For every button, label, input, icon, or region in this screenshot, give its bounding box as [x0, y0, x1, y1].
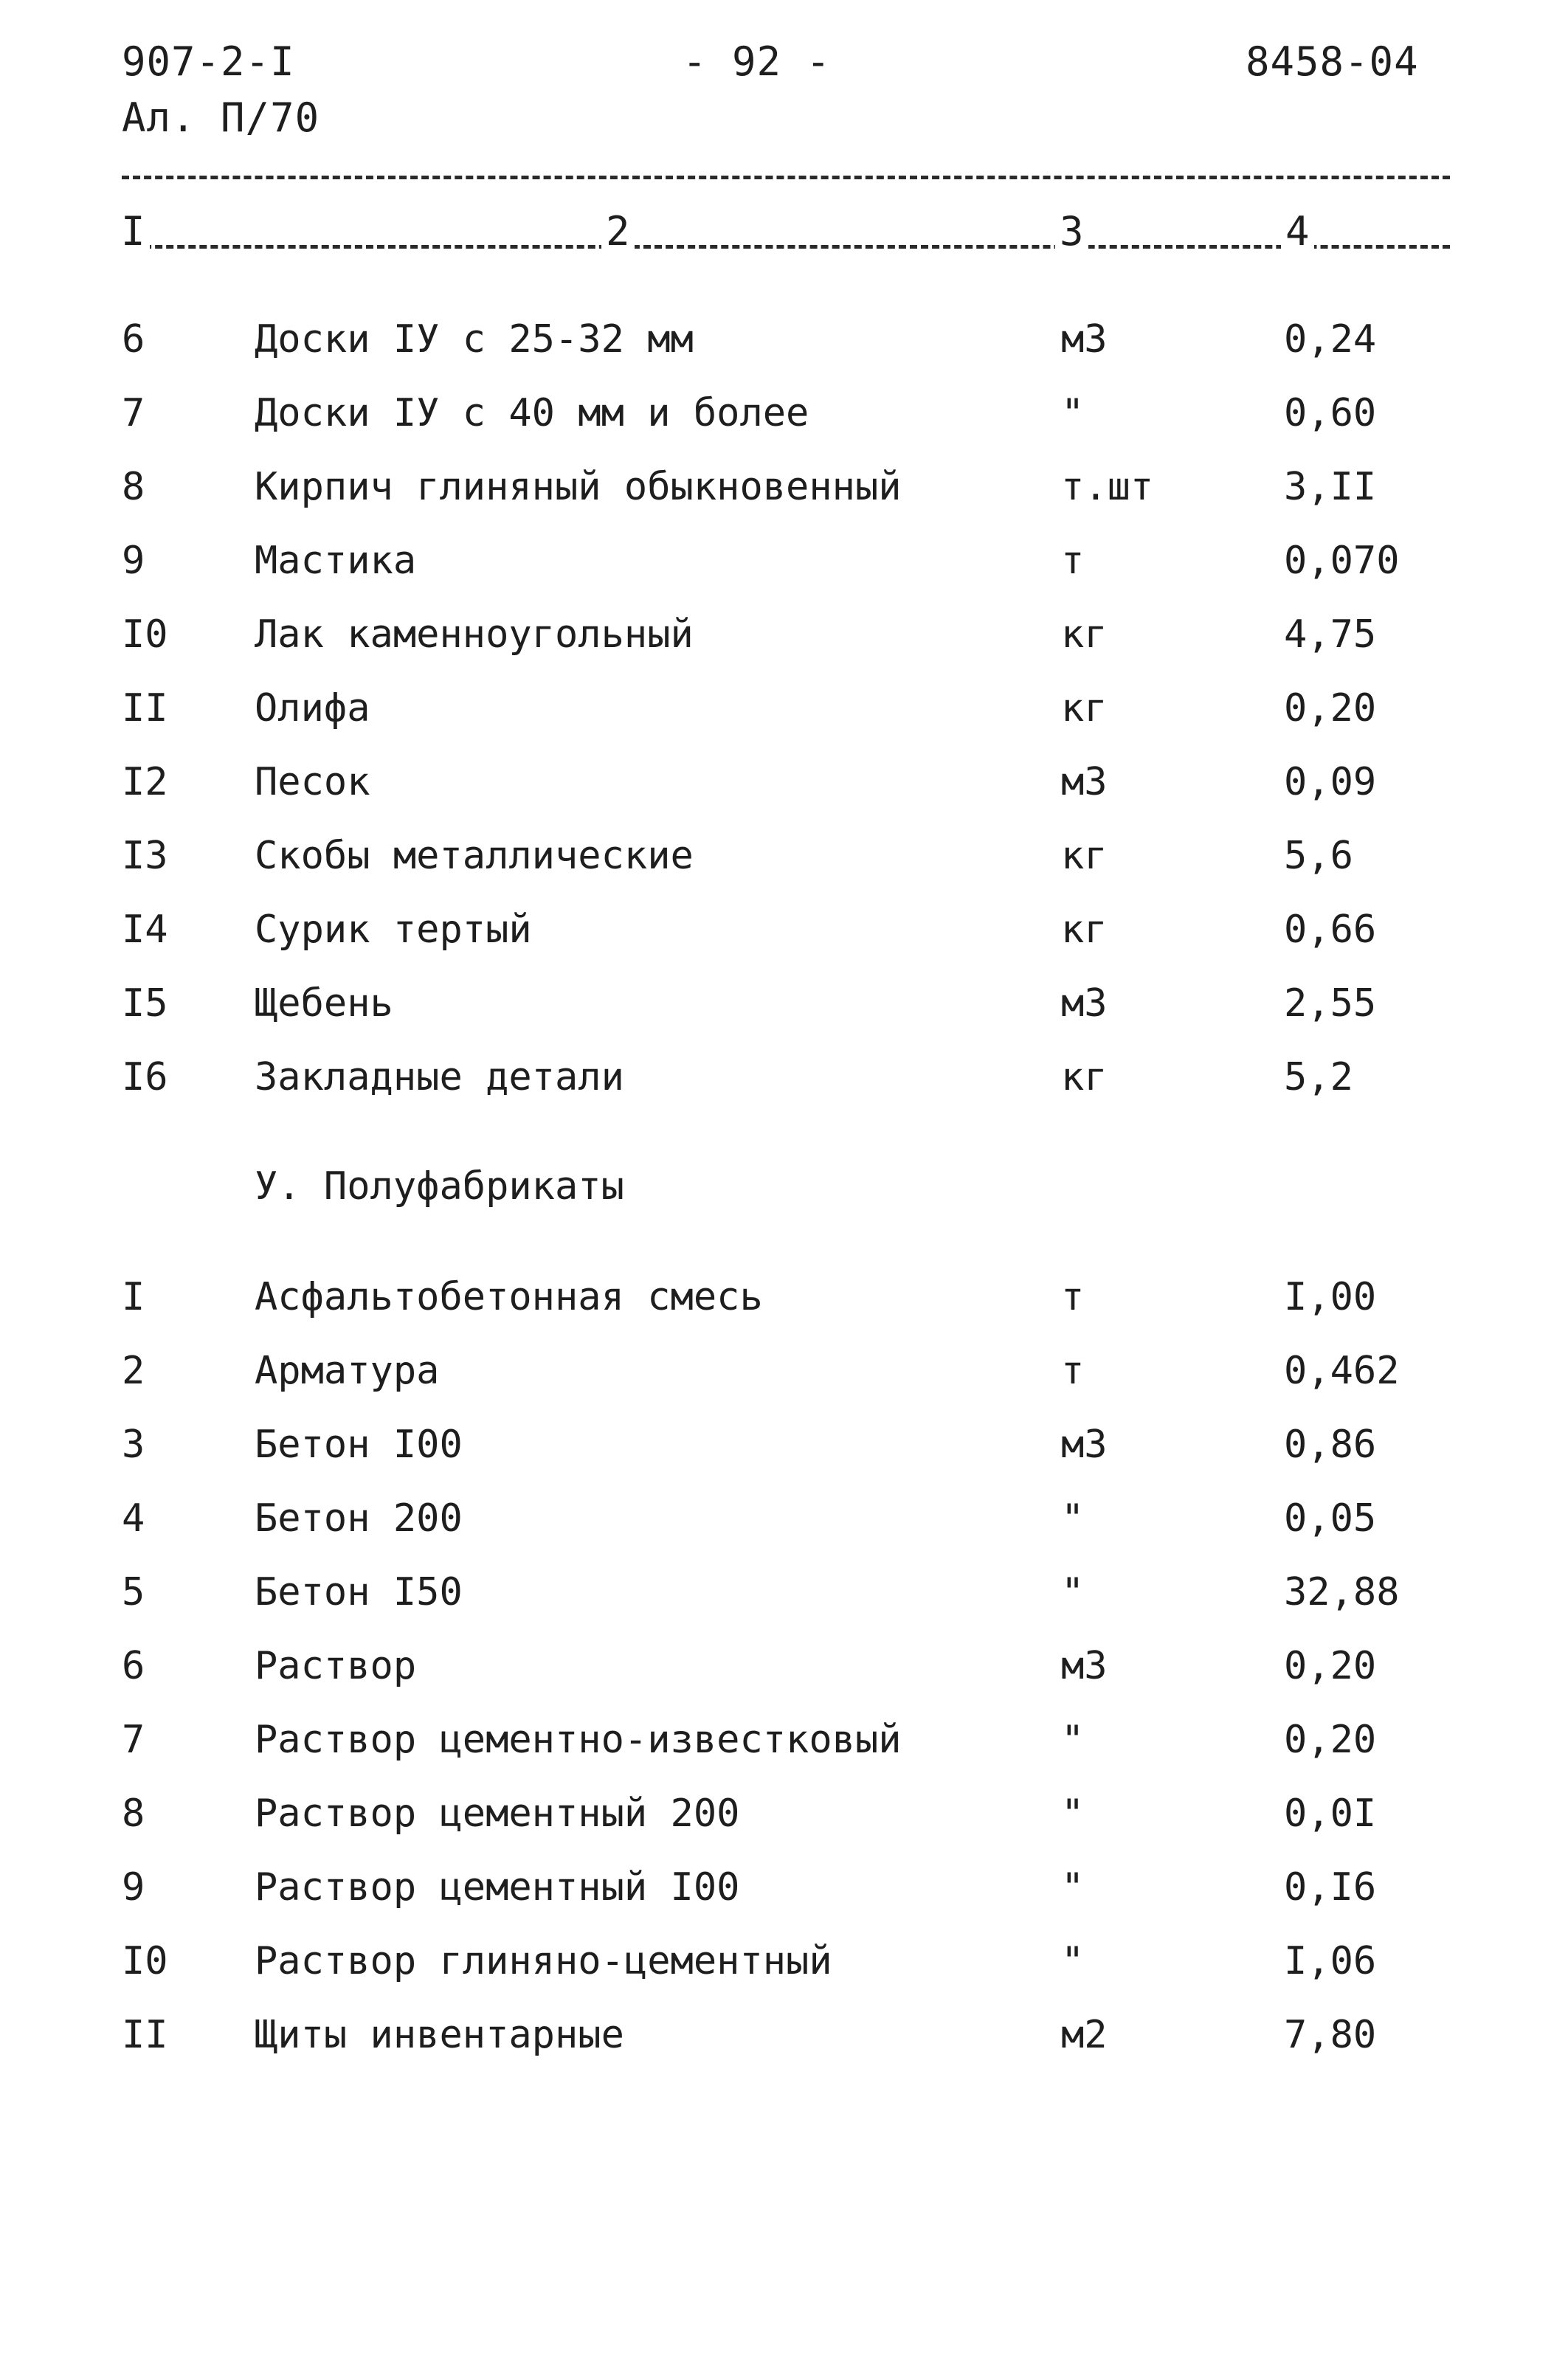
- item-unit: м3: [1061, 981, 1108, 1026]
- table-row: [0, 974, 1568, 1033]
- item-quantity: 0,60: [1284, 391, 1377, 435]
- column-number-3: 3: [1055, 208, 1088, 255]
- item-unit: ": [1061, 1791, 1085, 1836]
- item-unit: ": [1061, 1570, 1085, 1614]
- row-number: I6: [122, 1055, 168, 1099]
- table-row: [0, 1563, 1568, 1622]
- item-quantity: I,06: [1284, 1939, 1377, 1983]
- item-name: Кирпич глиняный обыкновенный: [255, 465, 902, 509]
- item-unit: м3: [1061, 1423, 1108, 1467]
- table-row: [0, 826, 1568, 885]
- section-title: У. Полуфабрикаты: [255, 1164, 624, 1209]
- item-quantity: 0,20: [1284, 686, 1377, 730]
- item-unit: м3: [1061, 760, 1108, 804]
- item-unit: кг: [1061, 834, 1108, 878]
- row-number: II: [122, 2013, 168, 2057]
- item-quantity: 2,55: [1284, 981, 1377, 1026]
- column-number-2: 2: [601, 208, 635, 255]
- table-row: [0, 679, 1568, 738]
- table-row: [0, 1858, 1568, 1917]
- item-quantity: 0,24: [1284, 317, 1377, 362]
- item-unit: кг: [1061, 612, 1108, 657]
- table-row: [0, 1048, 1568, 1107]
- item-quantity: 0,66: [1284, 908, 1377, 952]
- item-quantity: 0,86: [1284, 1423, 1377, 1467]
- page-number: - 92 -: [683, 38, 832, 85]
- item-name: Раствор: [255, 1644, 417, 1688]
- item-quantity: 5,6: [1284, 834, 1353, 878]
- item-name: Асфальтобетонная смесь: [255, 1275, 763, 1319]
- item-quantity: 0,0I: [1284, 1791, 1377, 1836]
- item-unit: ": [1061, 1865, 1085, 1910]
- top-dashed-rule: [122, 176, 1450, 179]
- item-unit: ": [1061, 1718, 1085, 1762]
- table-row: [0, 531, 1568, 590]
- column-number-1: I: [117, 208, 150, 255]
- row-number: 8: [122, 1791, 145, 1836]
- item-unit: т: [1061, 539, 1085, 583]
- item-unit: т: [1061, 1275, 1085, 1319]
- album-code: Ал. П/70: [122, 94, 320, 141]
- row-number: 7: [122, 391, 145, 435]
- table-row: [0, 1784, 1568, 1843]
- item-name: Закладные детали: [255, 1055, 624, 1099]
- table-row: [0, 2005, 1568, 2065]
- item-name: Олифа: [255, 686, 370, 730]
- item-unit: кг: [1061, 686, 1108, 730]
- row-number: 2: [122, 1349, 145, 1393]
- table-row: [0, 1710, 1568, 1769]
- ref-code: 8458-04: [1246, 38, 1419, 85]
- row-number: 9: [122, 539, 145, 583]
- item-name: Раствор цементный I00: [255, 1865, 740, 1910]
- item-name: Арматура: [255, 1349, 440, 1393]
- table-row: [0, 310, 1568, 369]
- table-row: [0, 1415, 1568, 1474]
- item-name: Мастика: [255, 539, 417, 583]
- table-row: [0, 605, 1568, 664]
- item-unit: кг: [1061, 1055, 1108, 1099]
- row-number: I0: [122, 1939, 168, 1983]
- table-row: [0, 1932, 1568, 1991]
- row-number: II: [122, 686, 168, 730]
- item-unit: т.шт: [1061, 465, 1154, 509]
- item-quantity: 4,75: [1284, 612, 1377, 657]
- item-name: Бетон 200: [255, 1496, 463, 1541]
- item-unit: м3: [1061, 1644, 1108, 1688]
- item-name: Бетон I50: [255, 1570, 463, 1614]
- doc-code: 907-2-I: [122, 38, 295, 85]
- row-number: 7: [122, 1718, 145, 1762]
- table-row: [0, 753, 1568, 812]
- item-quantity: I,00: [1284, 1275, 1377, 1319]
- item-quantity: 3,II: [1284, 465, 1377, 509]
- row-number: 5: [122, 1570, 145, 1614]
- row-number: 6: [122, 1644, 145, 1688]
- item-name: Раствор глиняно-цементный: [255, 1939, 832, 1983]
- item-name: Песок: [255, 760, 370, 804]
- item-unit: м2: [1061, 2013, 1108, 2057]
- row-number: 6: [122, 317, 145, 362]
- table-row: [0, 457, 1568, 516]
- item-name: Сурик тертый: [255, 908, 532, 952]
- item-name: Доски IУ с 40 мм и более: [255, 391, 809, 435]
- item-name: Скобы металлические: [255, 834, 694, 878]
- row-number: I: [122, 1275, 145, 1319]
- item-quantity: 5,2: [1284, 1055, 1353, 1099]
- item-quantity: 32,88: [1284, 1570, 1400, 1614]
- item-quantity: 0,I6: [1284, 1865, 1377, 1910]
- item-name: Раствор цементно-известковый: [255, 1718, 902, 1762]
- row-number: I5: [122, 981, 168, 1026]
- column-number-4: 4: [1281, 208, 1314, 255]
- item-name: Щебень: [255, 981, 393, 1026]
- item-unit: м3: [1061, 317, 1108, 362]
- table-row: [0, 1489, 1568, 1548]
- row-number: 9: [122, 1865, 145, 1910]
- table-row: [0, 1268, 1568, 1327]
- item-name: Лак каменноугольный: [255, 612, 694, 657]
- row-number: 3: [122, 1423, 145, 1467]
- item-quantity: 0,070: [1284, 539, 1400, 583]
- item-name: Раствор цементный 200: [255, 1791, 740, 1836]
- row-number: 4: [122, 1496, 145, 1541]
- item-unit: т: [1061, 1349, 1085, 1393]
- row-number: I2: [122, 760, 168, 804]
- item-quantity: 7,80: [1284, 2013, 1377, 2057]
- row-number: I3: [122, 834, 168, 878]
- table-row: [0, 384, 1568, 443]
- item-quantity: 0,20: [1284, 1644, 1377, 1688]
- row-number: I0: [122, 612, 168, 657]
- row-number: I4: [122, 908, 168, 952]
- item-quantity: 0,462: [1284, 1349, 1400, 1393]
- column-header-rule: [122, 245, 1450, 249]
- item-unit: ": [1061, 1939, 1085, 1983]
- item-unit: кг: [1061, 908, 1108, 952]
- item-unit: ": [1061, 391, 1085, 435]
- item-quantity: 0,20: [1284, 1718, 1377, 1762]
- item-name: Бетон I00: [255, 1423, 463, 1467]
- row-number: 8: [122, 465, 145, 509]
- item-unit: ": [1061, 1496, 1085, 1541]
- table-row: [0, 900, 1568, 959]
- table-row: [0, 1341, 1568, 1400]
- item-name: Доски IУ с 25-32 мм: [255, 317, 694, 362]
- item-name: Щиты инвентарные: [255, 2013, 624, 2057]
- table-row: [0, 1637, 1568, 1696]
- item-quantity: 0,05: [1284, 1496, 1377, 1541]
- item-quantity: 0,09: [1284, 760, 1377, 804]
